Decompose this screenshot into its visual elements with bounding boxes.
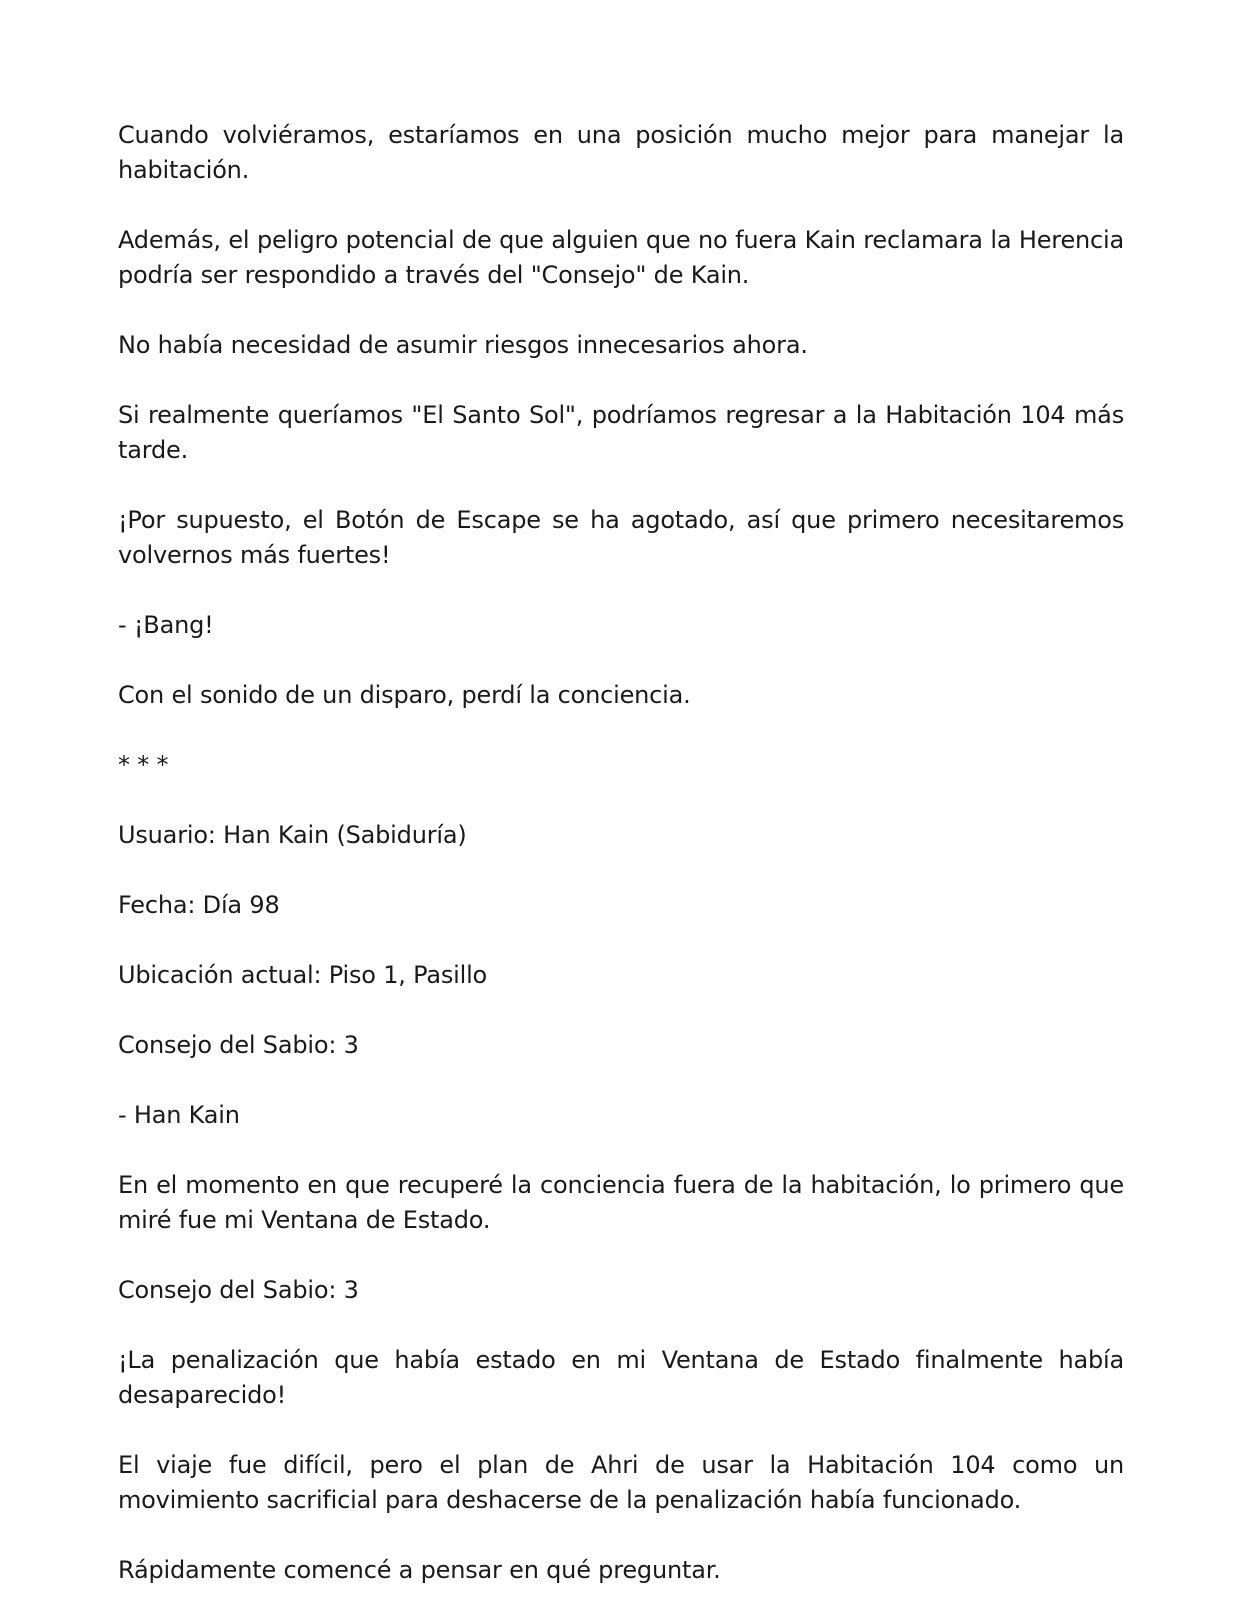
paragraph: Ubicación actual: Piso 1, Pasillo <box>118 961 488 989</box>
paragraph: * * * <box>118 751 169 779</box>
paragraph: - Han Kain <box>118 1101 240 1129</box>
paragraph: Rápidamente comencé a pensar en qué preguntar. <box>118 1556 721 1584</box>
paragraph: ¡Por supuesto, el Botón de Escape se ha agotado, así que primero necesitaremos volvernos más fuertes! <box>118 506 1124 569</box>
paragraph: El viaje fue difícil, pero el plan de Ahri de usar la Habitación 104 como un movimiento sacrificial para deshacerse de la penalización había funcionado. <box>118 1451 1124 1514</box>
paragraph: Consejo del Sabio: 3 <box>118 1276 359 1304</box>
paragraph: Fecha: Día 98 <box>118 891 280 919</box>
paragraph: ¡La penalización que había estado en mi Ventana de Estado finalmente había desaparecido! <box>118 1346 1124 1409</box>
document-body <box>118 118 1124 1623</box>
paragraph: Si realmente queríamos "El Santo Sol", podríamos regresar a la Habitación 104 más tarde. <box>118 401 1124 464</box>
paragraph: Con el sonido de un disparo, perdí la conciencia. <box>118 681 691 709</box>
paragraph: En el momento en que recuperé la conciencia fuera de la habitación, lo primero que miré fue mi Ventana de Estado. <box>118 1171 1124 1234</box>
paragraph: - ¡Bang! <box>118 611 214 639</box>
paragraph: Consejo del Sabio: 3 <box>118 1031 359 1059</box>
paragraph: Cuando volviéramos, estaríamos en una posición mucho mejor para manejar la habitación. <box>118 121 1124 184</box>
paragraph: Usuario: Han Kain (Sabiduría) <box>118 821 467 849</box>
paragraph: Además, el peligro potencial de que alguien que no fuera Kain reclamara la Herencia podría ser respondido a través del "Consejo" de Kain. <box>118 226 1124 289</box>
paragraph: No había necesidad de asumir riesgos innecesarios ahora. <box>118 331 808 359</box>
